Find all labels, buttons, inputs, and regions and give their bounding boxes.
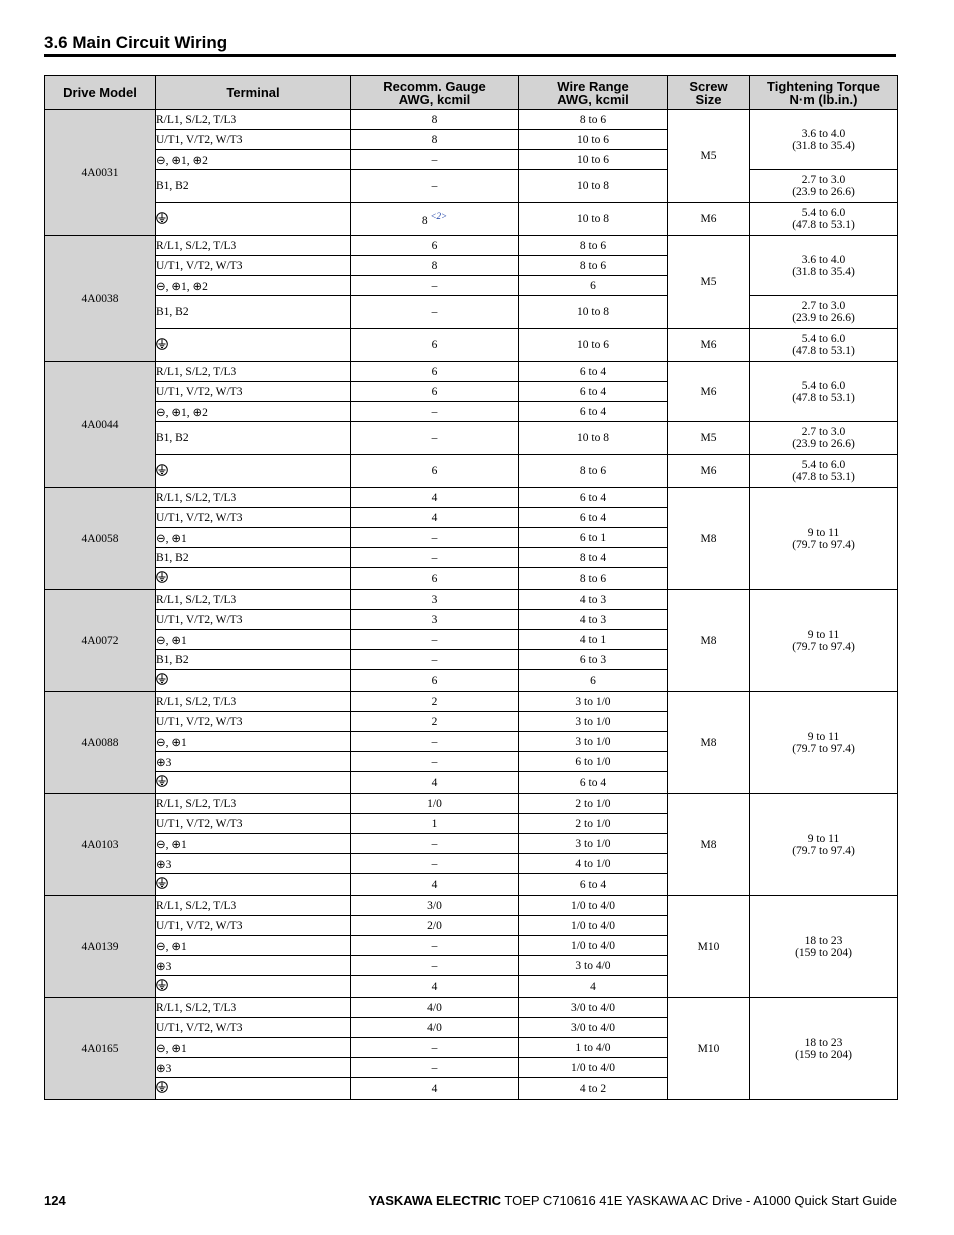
torque-lbin: (47.8 to 53.1): [792, 345, 855, 357]
gauge-value: –: [431, 837, 438, 850]
terminal-cell: U/T1, V/T2, W/T3: [156, 916, 351, 936]
wire-range-cell: 10 to 6: [519, 150, 668, 170]
gauge-value: 4: [431, 1082, 438, 1095]
table-row: [45, 236, 898, 256]
tightening-torque-cell: [750, 692, 898, 794]
gauge-value: –: [431, 735, 438, 748]
terminal-cell: R/L1, S/L2, T/L3: [156, 794, 351, 814]
gauge-value: 4/0: [427, 1001, 442, 1014]
terminal-cell: R/L1, S/L2, T/L3: [156, 692, 351, 712]
screw-size-cell: M8: [668, 794, 750, 896]
terminal-cell: [156, 670, 351, 692]
torque-lbin: (47.8 to 53.1): [792, 219, 855, 231]
torque-lbin: (79.7 to 97.4): [792, 742, 855, 755]
gauge-value: 4: [431, 511, 438, 524]
gauge-value: –: [431, 1061, 438, 1074]
wire-range-cell: 8 to 6: [519, 236, 668, 256]
terminal-cell: B1, B2: [156, 170, 351, 203]
recomm-gauge-cell: [351, 508, 519, 528]
tightening-torque-cell: [750, 488, 898, 590]
wire-range-cell: 10 to 6: [519, 329, 668, 362]
gauge-value: –: [431, 653, 438, 666]
wire-range-cell: 10 to 8: [519, 203, 668, 236]
gauge-value: 3: [431, 613, 438, 626]
terminal-cell: U/T1, V/T2, W/T3: [156, 382, 351, 402]
torque-nm: 5.4 to 6.0: [801, 459, 846, 471]
wire-range-cell: 6 to 4: [519, 874, 668, 896]
header-line: Wire Range: [557, 78, 629, 94]
wire-range-cell: 6 to 1/0: [519, 752, 668, 772]
recomm-gauge-cell: [351, 794, 519, 814]
tightening-torque-cell: [750, 329, 898, 362]
terminal-cell: [156, 455, 351, 488]
gauge-value: 4: [431, 980, 438, 993]
terminal-cell: R/L1, S/L2, T/L3: [156, 110, 351, 130]
screw-size-cell: M6: [668, 203, 750, 236]
gauge-value: 8: [431, 113, 438, 126]
terminal-cell: R/L1, S/L2, T/L3: [156, 590, 351, 610]
recomm-gauge-cell: [351, 528, 519, 548]
wire-range-cell: 1 to 4/0: [519, 1038, 668, 1058]
terminal-cell: [156, 772, 351, 794]
tightening-torque-cell: [750, 170, 898, 203]
recomm-gauge-cell: [351, 976, 519, 998]
recomm-gauge-cell: [351, 1058, 519, 1078]
ground-icon: [156, 673, 168, 688]
recomm-gauge-cell: [351, 548, 519, 568]
header-screw-size: [668, 76, 750, 110]
terminal-cell: R/L1, S/L2, T/L3: [156, 998, 351, 1018]
wiring-table: [44, 75, 898, 1100]
recomm-gauge-cell: [351, 834, 519, 854]
wire-range-cell: 2 to 1/0: [519, 814, 668, 834]
screw-size-cell: M10: [668, 998, 750, 1100]
header-recomm-gauge: [351, 76, 519, 110]
terminal-cell: U/T1, V/T2, W/T3: [156, 610, 351, 630]
recomm-gauge-cell: [351, 568, 519, 590]
header-drive-model: Drive Model: [45, 76, 156, 110]
tightening-torque-cell: [750, 794, 898, 896]
header-terminal: Terminal: [156, 76, 351, 110]
gauge-value: 4: [431, 776, 438, 789]
ground-icon: [156, 464, 168, 479]
gauge-value: 1: [431, 817, 438, 830]
terminal-cell: ⊕3: [156, 956, 351, 976]
table-row: [45, 998, 898, 1018]
header-line: AWG, kcmil: [557, 91, 629, 107]
gauge-value: 2: [431, 695, 438, 708]
wire-range-cell: 10 to 8: [519, 296, 668, 329]
terminal-cell: ⊖, ⊕1: [156, 936, 351, 956]
gauge-value: 6: [431, 674, 438, 687]
drive-model-cell: 4A0165: [45, 998, 156, 1100]
recomm-gauge-cell: [351, 422, 519, 455]
tightening-torque-cell: [750, 110, 898, 170]
gauge-value: –: [431, 531, 438, 544]
recomm-gauge-cell: [351, 203, 519, 236]
ground-icon: [156, 571, 168, 586]
gauge-value: 2/0: [427, 919, 442, 932]
wire-range-cell: 1/0 to 4/0: [519, 916, 668, 936]
torque-lbin: (79.7 to 97.4): [792, 844, 855, 857]
section-title: 3.6 Main Circuit Wiring: [44, 33, 228, 52]
torque-lbin: (47.8 to 53.1): [792, 471, 855, 483]
terminal-cell: ⊖, ⊕1: [156, 630, 351, 650]
terminal-cell: [156, 568, 351, 590]
wire-range-cell: 6 to 4: [519, 488, 668, 508]
screw-size-cell: M5: [668, 236, 750, 329]
gauge-value: –: [431, 939, 438, 952]
torque-lbin: (47.8 to 53.1): [792, 391, 855, 404]
recomm-gauge-cell: [351, 956, 519, 976]
table-row: [45, 896, 898, 916]
gauge-value: 6: [431, 465, 438, 477]
screw-size-cell: M5: [668, 110, 750, 203]
torque-lbin: (31.8 to 35.4): [792, 139, 855, 152]
terminal-cell: U/T1, V/T2, W/T3: [156, 1018, 351, 1038]
wire-range-cell: 1/0 to 4/0: [519, 936, 668, 956]
gauge-value: –: [431, 180, 438, 192]
wire-range-cell: 6 to 4: [519, 362, 668, 382]
table-row: [45, 329, 898, 362]
torque-lbin: (23.9 to 26.6): [792, 438, 855, 450]
header-line: Screw: [689, 78, 728, 94]
table-row: [45, 422, 898, 455]
terminal-cell: ⊖, ⊕1: [156, 1038, 351, 1058]
terminal-cell: [156, 874, 351, 896]
gauge-value: 3/0: [427, 899, 442, 912]
torque-nm: 2.7 to 3.0: [801, 174, 846, 186]
terminal-cell: R/L1, S/L2, T/L3: [156, 896, 351, 916]
gauge-value: 8: [431, 259, 438, 272]
terminal-cell: R/L1, S/L2, T/L3: [156, 236, 351, 256]
terminal-cell: B1, B2: [156, 650, 351, 670]
gauge-value: –: [431, 755, 438, 768]
torque-lbin: (23.9 to 26.6): [792, 186, 855, 198]
recomm-gauge-cell: [351, 362, 519, 382]
recomm-gauge-cell: [351, 1038, 519, 1058]
wire-range-cell: 8 to 4: [519, 548, 668, 568]
recomm-gauge-cell: [351, 1018, 519, 1038]
recomm-gauge-cell: [351, 650, 519, 670]
gauge-value: –: [431, 405, 438, 418]
terminal-cell: ⊖, ⊕1: [156, 834, 351, 854]
wire-range-cell: 4 to 3: [519, 590, 668, 610]
drive-model-cell: 4A0139: [45, 896, 156, 998]
wire-range-cell: 4 to 2: [519, 1078, 668, 1100]
table-row: [45, 362, 898, 382]
recomm-gauge-cell: [351, 382, 519, 402]
recomm-gauge-cell: [351, 236, 519, 256]
drive-model-cell: 4A0038: [45, 236, 156, 362]
torque-lbin: (79.7 to 97.4): [792, 538, 855, 551]
terminal-cell: ⊕3: [156, 1058, 351, 1078]
gauge-value: 3: [431, 593, 438, 606]
terminal-cell: ⊖, ⊕1, ⊕2: [156, 150, 351, 170]
terminal-cell: U/T1, V/T2, W/T3: [156, 814, 351, 834]
table-row: [45, 170, 898, 203]
terminal-cell: [156, 203, 351, 236]
torque-nm: 3.6 to 4.0: [801, 127, 846, 140]
wire-range-cell: 10 to 8: [519, 422, 668, 455]
recomm-gauge-cell: [351, 752, 519, 772]
wire-range-cell: 6 to 1: [519, 528, 668, 548]
drive-model-cell: 4A0088: [45, 692, 156, 794]
footer-brand: YASKAWA ELECTRIC: [368, 1193, 501, 1208]
screw-size-cell: M5: [668, 422, 750, 455]
gauge-value: 6: [431, 385, 438, 398]
gauge-value: 4/0: [427, 1021, 442, 1034]
wire-range-cell: 8 to 6: [519, 568, 668, 590]
torque-nm: 2.7 to 3.0: [801, 426, 846, 438]
header-line: Tightening Torque: [767, 78, 880, 94]
recomm-gauge-cell: [351, 276, 519, 296]
screw-size-cell: M10: [668, 896, 750, 998]
recomm-gauge-cell: [351, 854, 519, 874]
torque-nm: 9 to 11: [807, 526, 840, 539]
recomm-gauge-cell: [351, 998, 519, 1018]
table-body: [45, 110, 898, 1100]
ground-icon: [156, 338, 168, 353]
gauge-value: –: [431, 633, 438, 646]
gauge-value: –: [431, 153, 438, 166]
table-row: [45, 110, 898, 130]
tightening-torque-cell: [750, 896, 898, 998]
tightening-torque-cell: [750, 296, 898, 329]
gauge-value: 4: [431, 878, 438, 891]
wire-range-cell: 1/0 to 4/0: [519, 1058, 668, 1078]
table-row: [45, 203, 898, 236]
torque-lbin: (159 to 204): [795, 1048, 852, 1061]
recomm-gauge-cell: [351, 732, 519, 752]
wire-range-cell: 8 to 6: [519, 455, 668, 488]
header-wire-range: [519, 76, 668, 110]
wire-range-cell: 4: [519, 976, 668, 998]
screw-size-cell: M6: [668, 455, 750, 488]
table-row: [45, 296, 898, 329]
drive-model-cell: 4A0031: [45, 110, 156, 236]
wire-range-cell: 3/0 to 4/0: [519, 998, 668, 1018]
screw-size-cell: M8: [668, 590, 750, 692]
gauge-value: –: [431, 959, 438, 972]
recomm-gauge-cell: [351, 874, 519, 896]
wire-range-cell: 3/0 to 4/0: [519, 1018, 668, 1038]
recomm-gauge-cell: [351, 814, 519, 834]
wire-range-cell: 3 to 1/0: [519, 692, 668, 712]
terminal-cell: B1, B2: [156, 296, 351, 329]
recomm-gauge-cell: [351, 590, 519, 610]
torque-nm: 3.6 to 4.0: [801, 253, 846, 266]
terminal-cell: R/L1, S/L2, T/L3: [156, 488, 351, 508]
terminal-cell: [156, 976, 351, 998]
gauge-value: –: [431, 306, 438, 318]
wire-range-cell: 6: [519, 276, 668, 296]
ground-icon: [156, 1081, 168, 1096]
torque-nm: 5.4 to 6.0: [801, 379, 846, 392]
gauge-value: 4: [431, 491, 438, 504]
gauge-value: 8: [421, 214, 428, 227]
screw-size-cell: M8: [668, 692, 750, 794]
gauge-value: –: [431, 551, 438, 564]
terminal-cell: [156, 329, 351, 362]
title-rule: [44, 54, 896, 57]
terminal-cell: ⊕3: [156, 752, 351, 772]
terminal-cell: ⊖, ⊕1, ⊕2: [156, 402, 351, 422]
terminal-cell: ⊖, ⊕1: [156, 732, 351, 752]
wire-range-cell: 6: [519, 670, 668, 692]
gauge-value: 6: [431, 239, 438, 252]
ground-icon: [156, 877, 168, 892]
wire-range-cell: 8 to 6: [519, 256, 668, 276]
wire-range-cell: 6 to 4: [519, 508, 668, 528]
terminal-cell: ⊖, ⊕1, ⊕2: [156, 276, 351, 296]
torque-lbin: (79.7 to 97.4): [792, 640, 855, 653]
recomm-gauge-cell: [351, 772, 519, 794]
gauge-value: 6: [431, 339, 438, 351]
header-row: [45, 76, 898, 110]
recomm-gauge-cell: [351, 610, 519, 630]
tightening-torque-cell: [750, 236, 898, 296]
wire-range-cell: 3 to 1/0: [519, 712, 668, 732]
terminal-cell: U/T1, V/T2, W/T3: [156, 712, 351, 732]
wire-range-cell: 10 to 6: [519, 130, 668, 150]
drive-model-cell: 4A0058: [45, 488, 156, 590]
gauge-value: 8: [431, 133, 438, 146]
table-row: [45, 488, 898, 508]
recomm-gauge-cell: [351, 670, 519, 692]
wire-range-cell: 6 to 4: [519, 772, 668, 794]
recomm-gauge-cell: [351, 256, 519, 276]
recomm-gauge-cell: [351, 296, 519, 329]
torque-lbin: (31.8 to 35.4): [792, 265, 855, 278]
tightening-torque-cell: [750, 203, 898, 236]
wire-range-cell: 1/0 to 4/0: [519, 896, 668, 916]
recomm-gauge-cell: [351, 110, 519, 130]
torque-lbin: (23.9 to 26.6): [792, 312, 855, 324]
wire-range-cell: 4 to 1: [519, 630, 668, 650]
recomm-gauge-cell: [351, 712, 519, 732]
torque-nm: 9 to 11: [807, 832, 840, 845]
gauge-value: –: [431, 857, 438, 870]
table-row: [45, 455, 898, 488]
wire-range-cell: 6 to 3: [519, 650, 668, 670]
recomm-gauge-cell: [351, 150, 519, 170]
table-row: [45, 590, 898, 610]
recomm-gauge-cell: [351, 130, 519, 150]
gauge-value: –: [431, 1041, 438, 1054]
gauge-value: –: [431, 279, 438, 292]
wire-range-cell: 3 to 1/0: [519, 834, 668, 854]
page-number: 124: [44, 1193, 66, 1208]
tightening-torque-cell: [750, 455, 898, 488]
header-tightening-torque: [750, 76, 898, 110]
recomm-gauge-cell: [351, 170, 519, 203]
wire-range-cell: 3 to 1/0: [519, 732, 668, 752]
recomm-gauge-cell: [351, 936, 519, 956]
ground-icon: [156, 979, 168, 994]
torque-nm: 2.7 to 3.0: [801, 300, 846, 312]
screw-size-cell: M6: [668, 362, 750, 422]
drive-model-cell: 4A0044: [45, 362, 156, 488]
header-line: N·m (lb.in.): [789, 91, 858, 107]
tightening-torque-cell: [750, 590, 898, 692]
recomm-gauge-cell: [351, 692, 519, 712]
terminal-cell: ⊖, ⊕1: [156, 528, 351, 548]
gauge-value: 6: [431, 365, 438, 378]
wire-range-cell: 6 to 4: [519, 382, 668, 402]
tightening-torque-cell: [750, 362, 898, 422]
gauge-value: 1/0: [427, 797, 442, 810]
recomm-gauge-cell: [351, 455, 519, 488]
torque-lbin: (159 to 204): [795, 946, 852, 959]
footer-doc-info: [368, 1193, 897, 1208]
wire-range-cell: 3 to 4/0: [519, 956, 668, 976]
recomm-gauge-cell: [351, 329, 519, 362]
torque-nm: 18 to 23: [804, 934, 843, 947]
table-row: [45, 692, 898, 712]
terminal-cell: U/T1, V/T2, W/T3: [156, 508, 351, 528]
terminal-cell: U/T1, V/T2, W/T3: [156, 256, 351, 276]
recomm-gauge-cell: [351, 488, 519, 508]
recomm-gauge-cell: [351, 896, 519, 916]
note-link[interactable]: <2>: [430, 211, 448, 222]
terminal-cell: [156, 1078, 351, 1100]
footer-doc-title: TOEP C710616 41E YASKAWA AC Drive - A1000 Quick Start Guide: [504, 1193, 897, 1208]
tightening-torque-cell: [750, 422, 898, 455]
terminal-cell: B1, B2: [156, 548, 351, 568]
gauge-value: –: [431, 432, 438, 444]
header-line: AWG, kcmil: [398, 91, 471, 107]
gauge-value: 2: [431, 715, 438, 728]
tightening-torque-cell: [750, 998, 898, 1100]
wire-range-cell: 10 to 8: [519, 170, 668, 203]
recomm-gauge-cell: [351, 916, 519, 936]
recomm-gauge-cell: [351, 1078, 519, 1100]
drive-model-cell: 4A0103: [45, 794, 156, 896]
table-row: [45, 794, 898, 814]
wire-range-cell: 8 to 6: [519, 110, 668, 130]
wire-range-cell: 4 to 3: [519, 610, 668, 630]
ground-icon: [156, 212, 168, 227]
screw-size-cell: M6: [668, 329, 750, 362]
wire-range-cell: 2 to 1/0: [519, 794, 668, 814]
terminal-cell: ⊕3: [156, 854, 351, 874]
torque-nm: 18 to 23: [804, 1036, 843, 1049]
header-line: Size: [695, 91, 722, 107]
gauge-value: 6: [431, 572, 438, 585]
terminal-cell: B1, B2: [156, 422, 351, 455]
drive-model-cell: 4A0072: [45, 590, 156, 692]
recomm-gauge-cell: [351, 402, 519, 422]
torque-nm: 5.4 to 6.0: [801, 333, 846, 345]
recomm-gauge-cell: [351, 630, 519, 650]
torque-nm: 5.4 to 6.0: [801, 207, 846, 219]
terminal-cell: U/T1, V/T2, W/T3: [156, 130, 351, 150]
terminal-cell: R/L1, S/L2, T/L3: [156, 362, 351, 382]
torque-nm: 9 to 11: [807, 628, 840, 641]
screw-size-cell: M8: [668, 488, 750, 590]
wire-range-cell: 6 to 4: [519, 402, 668, 422]
header-line: Recomm. Gauge: [383, 78, 486, 94]
wire-range-cell: 4 to 1/0: [519, 854, 668, 874]
torque-nm: 9 to 11: [807, 730, 840, 743]
ground-icon: [156, 775, 168, 790]
